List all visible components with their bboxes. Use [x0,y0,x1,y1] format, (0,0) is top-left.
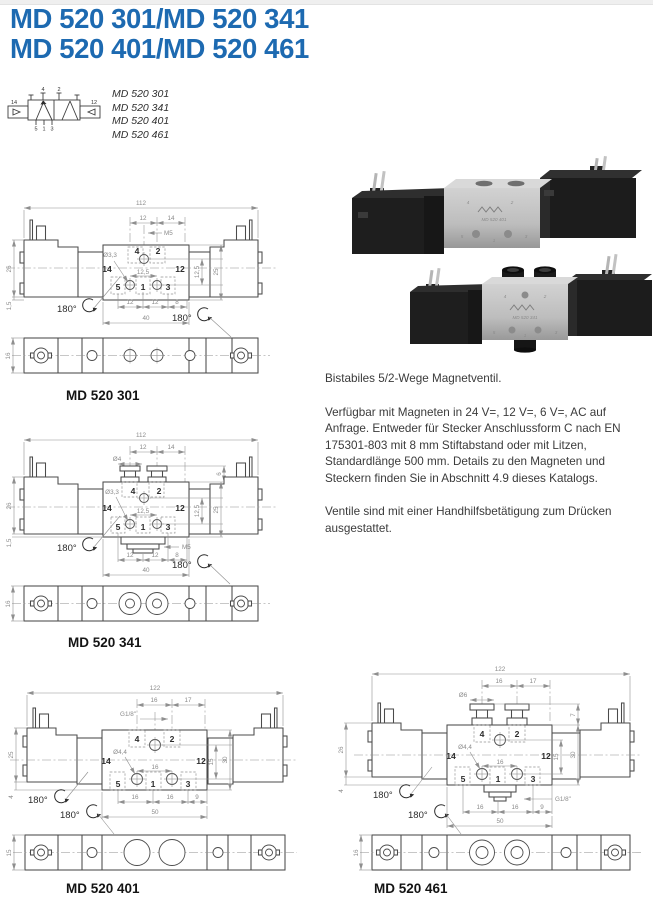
dim-top-b: 14 [167,444,175,451]
engraved-port-2: 2 [510,200,514,205]
dim-view-height: 16 [353,849,360,857]
symbol-port-5: 5 [34,126,38,133]
dim-b2: 12 [151,299,159,306]
dim-v-outer: 25 [213,268,220,276]
description-para-3: Ventile sind mit einer Handhilfsbetätigung zum Drücken ausgestattet. [325,505,612,535]
model-item: MD 520 461 [112,128,170,141]
description-para-2: Verfügbar mit Magneten in 24 V=, 12 V=, 6 V=, AC auf Anfrage. Entweder für Stecker Anschlussform C nach EN 175301-803 mit 8 mm Stiftabstand oder mit Litzen, Standardlänge 500 mm. Details zu den Magneten und Steckern finden Sie in Abschnitt 4.9 dieses Katalogs. [325,405,621,485]
symbol-port-3: 3 [50,126,54,133]
rotation-symbol [87,805,102,818]
rotation-symbol [55,790,70,803]
port-4: 4 [479,729,485,739]
model-list [112,88,169,142]
engraved-port-4: 4 [503,294,507,299]
left-solenoid-block [352,171,452,254]
dim-view-height: 16 [5,600,12,608]
rotation-label: 180° [57,543,77,554]
dim-left-height: 26 [6,265,13,273]
model-item: MD 520 341 [112,101,170,114]
dim-b-total: 40 [142,567,150,574]
dim-overall: 112 [135,432,147,439]
dim-fitting-dia: Ø4 [112,456,122,463]
dim-overall: 112 [135,200,147,207]
dim-hole-dia: Ø3,3 [103,252,117,259]
model-item: MD 520 401 [112,115,170,127]
dim-left-height: 25 [8,751,15,759]
engraved-marking: MD 520 341 [512,315,538,320]
dim-b1: 12 [126,552,134,559]
port-5: 5 [460,774,466,784]
dim-left-small: 4 [8,795,15,799]
dim-left-small: 1,5 [6,538,13,548]
rotation-label: 180° [57,304,77,315]
port-5: 5 [115,522,121,532]
port-1: 1 [140,282,146,292]
product-photo-bottom [410,248,653,352]
dim-thread: M5 [164,230,173,237]
symbol-port-14: 14 [10,100,18,106]
rotation-symbol [83,299,98,312]
rotation-symbol [198,308,213,321]
dim-top-a: 16 [495,678,503,685]
port-14: 14 [446,751,456,761]
page-title-line2: MD 520 401/MD 520 461 [10,33,309,64]
dim-v-inner: 15 [553,753,560,761]
center-valve-body [444,179,552,248]
dim-fitting-height: 6 [216,472,223,476]
symbol-port-12: 12 [90,100,98,106]
port-5: 5 [115,779,121,789]
dim-fitting-dia: Ø6 [458,692,468,699]
technical-drawing-md520401 [0,672,330,874]
page-title [10,4,309,64]
page-title-line1: MD 520 301/MD 520 341 [10,3,309,34]
dim-b3: 8 [175,299,179,306]
port-14: 14 [102,503,112,513]
rotation-label: 180° [373,790,393,801]
port-14: 14 [102,264,112,274]
bottom-view [12,835,297,870]
symbol-port-4: 4 [41,87,45,93]
dim-pitch: 16 [151,764,159,771]
dim-b1: 12 [126,299,134,306]
port-1: 1 [150,779,156,789]
dim-hole-dia: Ø4,4 [458,744,472,751]
drawing-caption-2: MD 520 341 [68,635,142,650]
description-para-1: Bistabiles 5/2-Wege Magnetventil. [325,372,502,385]
port-3: 3 [530,774,536,784]
right-solenoid-block [540,156,642,238]
dim-top-a: 12 [139,444,147,451]
rotation-label: 180° [172,560,192,571]
port-4: 4 [134,734,140,744]
dim-b3: 9 [195,794,199,801]
dim-b2: 16 [511,804,519,811]
port-12: 12 [175,264,185,274]
port-4: 4 [130,486,136,496]
dim-b2: 12 [151,552,159,559]
port-3: 3 [185,779,191,789]
symbol-port-1: 1 [42,126,46,133]
drawing-caption-4: MD 520 461 [374,881,448,896]
dim-v-outer: 25 [213,506,220,514]
port-3: 3 [165,282,171,292]
engraved-port-3: 3 [524,234,528,239]
dim-pitch: 12,5 [136,508,150,515]
engraved-port-5: 5 [492,330,496,335]
rotation-label: 180° [60,810,80,821]
port-2: 2 [155,246,161,256]
engraved-port-2: 2 [543,294,547,299]
rotation-label: 180° [28,795,48,806]
drawing-caption-1: MD 520 301 [66,388,140,403]
rotation-symbol [400,785,415,798]
dim-left-small: 4 [338,789,345,793]
dim-v-outer: 30 [570,751,577,759]
dim-b1: 16 [476,804,484,811]
port-12: 12 [196,756,206,766]
rotation-symbol [83,538,98,551]
dim-v-inner: 15 [208,758,215,766]
dim-left-height: 26 [6,502,13,510]
dim-thread: M5 [182,544,191,551]
engraved-port-5: 5 [460,234,464,239]
dim-overall: 122 [149,685,161,692]
front-view [344,674,642,834]
port-2: 2 [169,734,175,744]
dim-fitting-height: 7 [570,713,577,717]
dim-top-b: 17 [529,678,537,685]
left-solenoid-block [410,268,490,344]
dim-hole-dia: Ø4,4 [113,749,127,756]
technical-drawing-md520341 [0,430,320,626]
dim-view-height: 15 [6,849,13,857]
port-4: 4 [134,246,140,256]
dim-top-b: 17 [184,697,192,704]
dim-b3: 8 [175,552,179,559]
dim-left-height: 26 [338,746,345,754]
dim-top-a: 12 [139,215,147,222]
dim-v-inner: 12,5 [194,265,201,279]
dim-v-outer: 30 [222,756,229,764]
port-2: 2 [514,729,520,739]
bottom-view [11,586,270,621]
model-item: MD 520 301 [112,88,170,100]
drawing-caption-3: MD 520 401 [66,881,140,896]
technical-drawing-md520301 [0,195,320,381]
dim-b2: 16 [166,794,174,801]
port-1: 1 [140,522,146,532]
port-12: 12 [541,751,551,761]
rotation-label: 180° [408,810,428,821]
engraved-port-3: 3 [554,330,558,335]
dim-v-inner: 12,5 [194,504,201,518]
engraved-port-4: 4 [466,200,470,205]
port-2: 2 [156,486,162,496]
engraved-port-1: 1 [492,238,496,243]
port-14: 14 [101,756,111,766]
dim-b-total: 50 [496,818,504,825]
engraved-port-1: 1 [523,333,527,338]
dim-pitch: 12,5 [136,269,150,276]
port-5: 5 [115,282,121,292]
center-valve-body [482,277,578,353]
rotation-symbol [198,555,213,568]
dim-b-total: 40 [142,315,150,322]
dim-b3: 9 [540,804,544,811]
technical-drawing-md520461 [330,660,653,874]
dim-hole-dia: Ø3,3 [105,489,119,496]
symbol-body [8,93,100,125]
dim-b1: 16 [131,794,139,801]
description-text [325,371,651,554]
right-solenoid-block [568,254,652,336]
dim-pitch: 16 [496,759,504,766]
bottom-view [359,835,642,870]
rotation-label: 180° [172,313,192,324]
bottom-view [11,338,270,373]
valve-schematic-symbol [6,84,110,132]
symbol-port-2: 2 [57,87,61,93]
dim-thread: G1/8" [555,796,571,803]
dim-overall: 122 [494,666,506,673]
dim-view-height: 16 [5,352,12,360]
dim-left-small: 1,5 [6,301,13,311]
dim-thread: G1/8" [120,711,136,718]
port-12: 12 [175,503,185,513]
product-photo-top [344,160,650,262]
dim-b-total: 50 [151,809,159,816]
engraved-marking: MD 520 401 [481,217,507,222]
port-1: 1 [495,774,501,784]
dim-top-b: 14 [167,215,175,222]
port-3: 3 [165,522,171,532]
dim-top-a: 16 [150,697,158,704]
